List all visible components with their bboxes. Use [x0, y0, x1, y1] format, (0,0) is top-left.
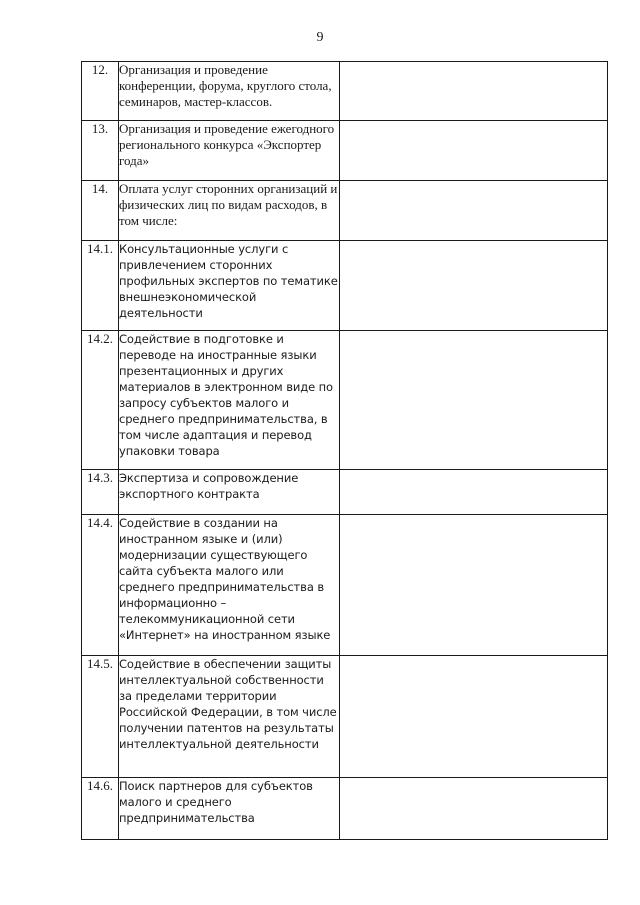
table-row	[82, 241, 608, 331]
row-value-cell	[340, 62, 608, 121]
table-row	[82, 515, 608, 656]
row-description: Консультационные услуги с привлечением сторонних профильных экспертов по тематике внешнеэкономической деятельности	[119, 241, 340, 331]
row-value-cell	[340, 241, 608, 331]
table-row	[82, 62, 608, 121]
row-number: 14.5.	[82, 656, 119, 778]
table-row	[82, 181, 608, 241]
row-value-cell	[340, 515, 608, 656]
page-number: 9	[316, 30, 324, 45]
table-body	[82, 62, 608, 840]
row-number: 14.2.	[82, 331, 119, 470]
row-description: Содействие в подготовке и переводе на иностранные языки презентационных и других материалов в электронном виде по запросу субъектов малого и среднего предпринимательства, в том числе адаптация и перевод упаковки товара	[119, 331, 340, 470]
row-description: Оплата услуг сторонних организаций и физических лиц по видам расходов, в том числе:	[119, 181, 340, 241]
expense-table	[81, 61, 608, 840]
row-description: Содействие в обеспечении защиты интеллектуальной собственности за пределами территории Российской Федерации, в том числе получении патентов на результаты интеллектуальной деятельности	[119, 656, 340, 778]
row-description: Организация и проведение конференции, форума, круглого стола, семинаров, мастер-классов.	[119, 62, 340, 121]
row-number: 14.4.	[82, 515, 119, 656]
row-value-cell	[340, 656, 608, 778]
row-number: 12.	[82, 62, 119, 121]
row-number: 14.3.	[82, 470, 119, 515]
table-row	[82, 331, 608, 470]
row-number: 14.1.	[82, 241, 119, 331]
row-number: 14.6.	[82, 778, 119, 840]
table-row	[82, 656, 608, 778]
table-row	[82, 778, 608, 840]
row-number: 13.	[82, 121, 119, 181]
row-description: Экспертиза и сопровождение экспортного контракта	[119, 470, 340, 515]
row-value-cell	[340, 121, 608, 181]
table-row	[82, 470, 608, 515]
row-value-cell	[340, 470, 608, 515]
row-value-cell	[340, 181, 608, 241]
table-row	[82, 121, 608, 181]
row-value-cell	[340, 778, 608, 840]
row-value-cell	[340, 331, 608, 470]
row-description: Организация и проведение ежегодного регионального конкурса «Экспортер года»	[119, 121, 340, 181]
row-description: Содействие в создании на иностранном языке и (или) модернизации существующего сайта субъекта малого или среднего предпринимательства в информационно – телекоммуникационной сети «Интернет» на иностранном языке	[119, 515, 340, 656]
row-description: Поиск партнеров для субъектов малого и среднего предпринимательства	[119, 778, 340, 840]
row-number: 14.	[82, 181, 119, 241]
